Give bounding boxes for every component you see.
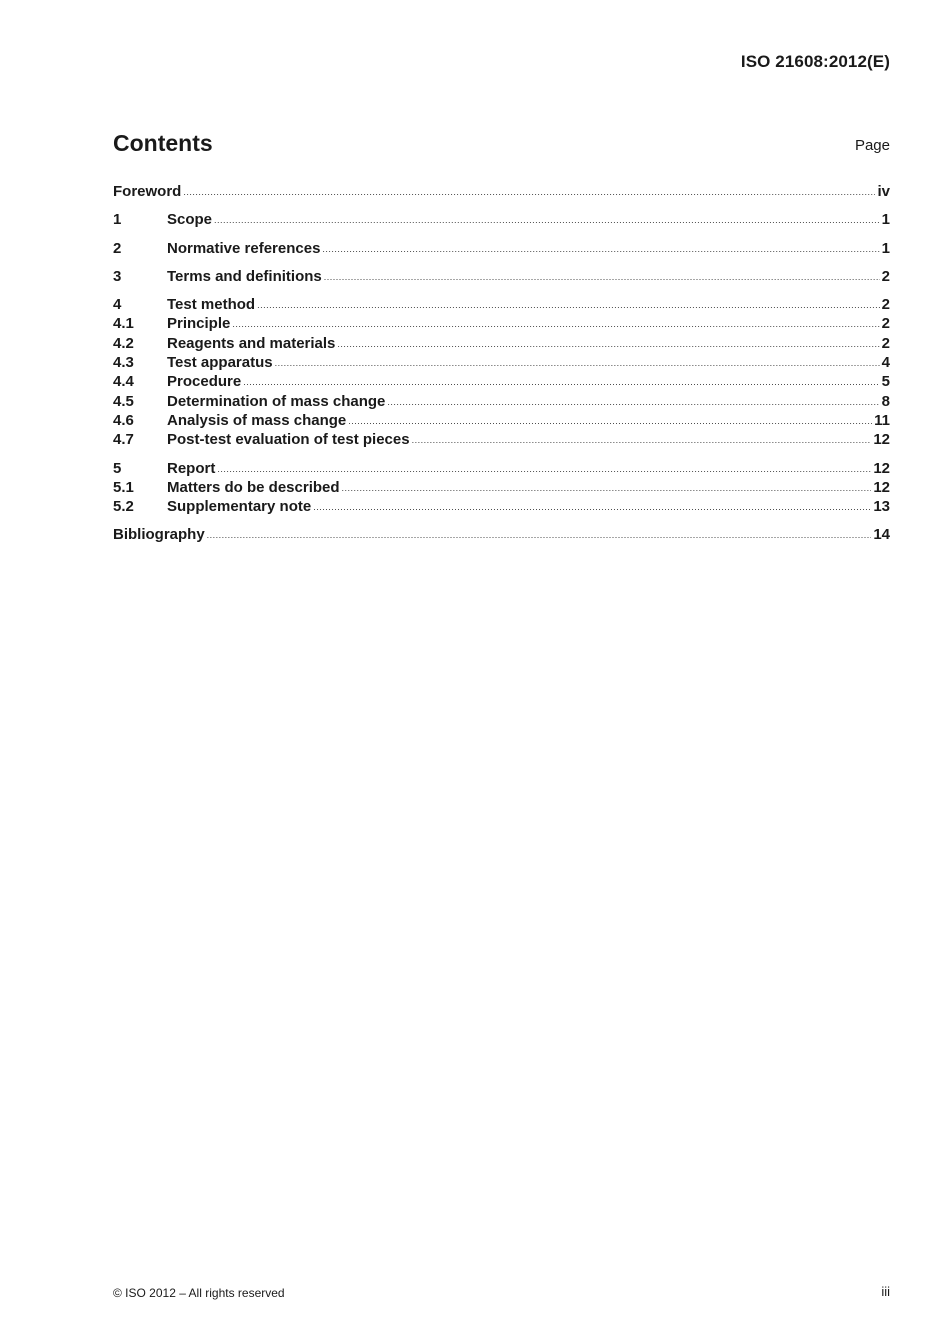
toc-entry-title: Test apparatus bbox=[167, 354, 273, 372]
toc-entry-page: 1 bbox=[881, 239, 890, 257]
toc-entry-number: 2 bbox=[113, 239, 122, 257]
document-id: ISO 21608:2012(E) bbox=[740, 52, 890, 71]
toc-entry-title: Analysis of mass change bbox=[167, 411, 347, 429]
toc-entry-reagents-and-materials[interactable] bbox=[113, 334, 890, 353]
toc-entry-number: 5.2 bbox=[113, 498, 134, 516]
dot-leader bbox=[313, 498, 871, 517]
toc-entry-principle[interactable] bbox=[113, 314, 890, 333]
toc-entry-page: 2 bbox=[881, 296, 890, 314]
toc-entry-title: Reagents and materials bbox=[167, 334, 336, 352]
toc-entry-title: Procedure bbox=[167, 373, 242, 391]
dot-leader bbox=[342, 479, 872, 498]
toc-entry-number: 5 bbox=[113, 459, 122, 477]
dot-leader bbox=[217, 460, 871, 479]
dot-leader bbox=[232, 315, 879, 334]
toc-entry-report[interactable] bbox=[113, 459, 890, 478]
dot-leader bbox=[322, 240, 879, 259]
dot-leader bbox=[324, 268, 880, 287]
toc-entry-title: Supplementary note bbox=[167, 498, 312, 516]
contents-title: Contents bbox=[113, 130, 213, 156]
toc-entry-post-test-evaluation[interactable] bbox=[113, 430, 890, 449]
dot-leader bbox=[337, 335, 879, 354]
toc-entry-page: 11 bbox=[874, 411, 890, 429]
toc-entry-procedure[interactable] bbox=[113, 372, 890, 391]
dot-leader bbox=[183, 183, 875, 202]
toc-entry-title: Principle bbox=[167, 315, 231, 333]
toc-entry-analysis-of-mass-change[interactable] bbox=[113, 411, 890, 430]
toc-entry-page: 13 bbox=[873, 498, 890, 516]
toc-entry-page: 8 bbox=[881, 392, 890, 410]
toc-entry-page: 14 bbox=[873, 526, 890, 544]
toc-entry-number: 5.1 bbox=[113, 478, 134, 496]
page-number: iii bbox=[881, 1284, 890, 1299]
dot-leader bbox=[207, 526, 872, 545]
toc-entry-page: iv bbox=[877, 183, 890, 200]
toc-entry-page: 4 bbox=[881, 354, 890, 372]
toc-entry-foreword[interactable] bbox=[113, 182, 890, 201]
toc-entry-matters-to-be-described[interactable] bbox=[113, 478, 890, 497]
toc-entry-page: 12 bbox=[873, 478, 890, 496]
dot-leader bbox=[257, 296, 880, 315]
toc-entry-title: Test method bbox=[167, 296, 256, 314]
toc-entry-number: 4.6 bbox=[113, 411, 134, 429]
toc-entry-number: 1 bbox=[113, 211, 122, 229]
toc-entry-page: 5 bbox=[881, 373, 890, 391]
toc-entry-title: Bibliography bbox=[113, 526, 205, 544]
toc-entry-supplementary-note[interactable] bbox=[113, 497, 890, 516]
toc-entry-title: Report bbox=[167, 459, 216, 477]
toc-entry-number: 4.5 bbox=[113, 392, 134, 410]
dot-leader bbox=[243, 373, 879, 392]
toc-entry-page: 2 bbox=[881, 315, 890, 333]
toc-entry-title: Normative references bbox=[167, 239, 321, 257]
toc-entry-page: 2 bbox=[881, 334, 890, 352]
toc-entry-test-apparatus[interactable] bbox=[113, 353, 890, 372]
toc-entry-number: 4.1 bbox=[113, 315, 134, 333]
toc-entry-number: 4.2 bbox=[113, 334, 134, 352]
toc-entry-title: Matters do be described bbox=[167, 478, 340, 496]
toc-entry-page: 12 bbox=[873, 431, 890, 449]
dot-leader bbox=[275, 354, 880, 373]
copyright-notice: © ISO 2012 – All rights reserved bbox=[113, 1286, 285, 1300]
dot-leader bbox=[214, 211, 880, 230]
toc-entry-number: 4.7 bbox=[113, 431, 134, 449]
toc-entry-title: Terms and definitions bbox=[167, 267, 322, 285]
table-of-contents bbox=[113, 182, 890, 545]
toc-entry-page: 1 bbox=[881, 211, 890, 229]
toc-entry-page: 12 bbox=[873, 459, 890, 477]
dot-leader bbox=[387, 393, 879, 412]
toc-entry-terms-and-definitions[interactable] bbox=[113, 267, 890, 286]
page-column-label: Page bbox=[854, 137, 890, 154]
toc-entry-number: 3 bbox=[113, 267, 122, 285]
toc-entry-number: 4 bbox=[113, 296, 122, 314]
contents-header bbox=[113, 130, 890, 160]
toc-entry-normative-references[interactable] bbox=[113, 239, 890, 258]
toc-entry-number: 4.3 bbox=[113, 354, 134, 372]
toc-entry-title: Foreword bbox=[113, 183, 182, 200]
toc-entry-number: 4.4 bbox=[113, 373, 134, 391]
dot-leader bbox=[412, 431, 872, 450]
toc-entry-title: Scope bbox=[167, 211, 213, 229]
dot-leader bbox=[348, 412, 872, 431]
toc-entry-test-method[interactable] bbox=[113, 295, 890, 314]
toc-entry-bibliography[interactable] bbox=[113, 525, 890, 544]
toc-entry-scope[interactable] bbox=[113, 210, 890, 229]
toc-entry-determination-of-mass-change[interactable] bbox=[113, 392, 890, 411]
toc-entry-page: 2 bbox=[881, 267, 890, 285]
toc-entry-title: Post-test evaluation of test pieces bbox=[167, 431, 410, 449]
toc-entry-title: Determination of mass change bbox=[167, 392, 386, 410]
